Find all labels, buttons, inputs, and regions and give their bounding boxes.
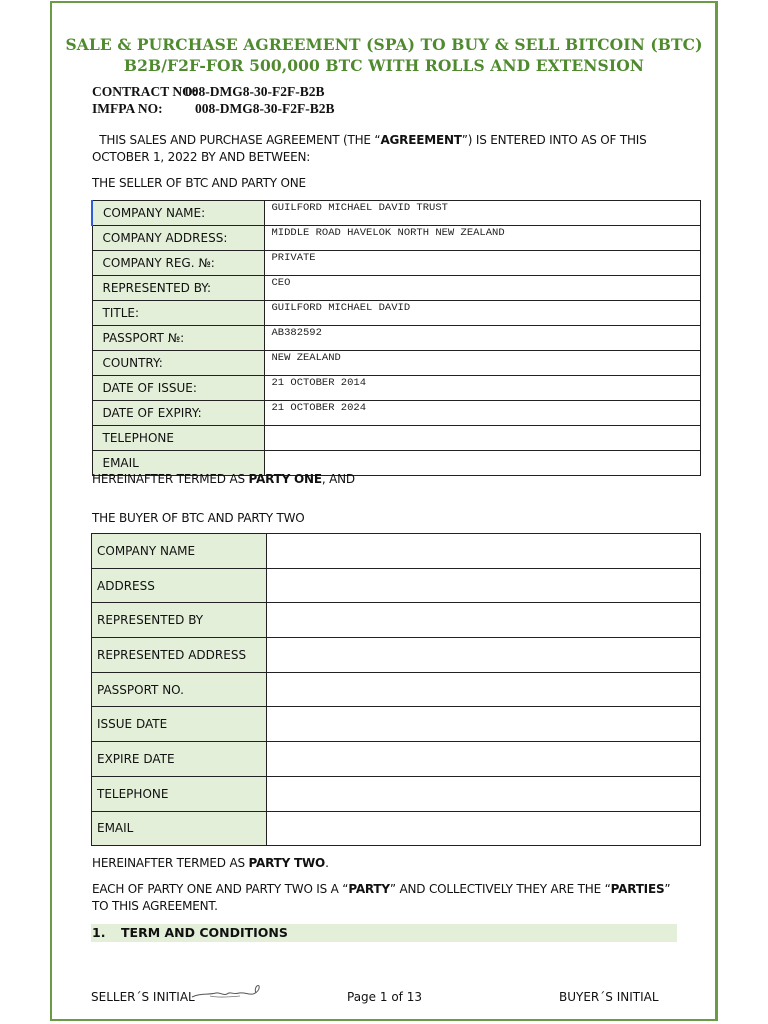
buyer-field-label: EXPIRE DATE <box>92 742 267 777</box>
buyer-field-value <box>267 672 701 707</box>
hereinafter-two-prefix: HEREINAFTER TERMED AS <box>92 856 249 870</box>
buyer-row <box>92 603 701 638</box>
party-one-term: PARTY ONE <box>248 472 322 486</box>
seller-field-label: DATE OF EXPIRY: <box>92 401 264 426</box>
party-two-term: PARTY TWO <box>248 856 326 870</box>
buyer-field-value <box>267 742 701 777</box>
seller-field-label: COMPANY REG. №: <box>92 251 264 276</box>
buyer-field-label: ADDRESS <box>92 568 267 603</box>
intro-agreement-term: AGREEMENT <box>380 133 462 147</box>
buyer-row <box>92 742 701 777</box>
seller-row <box>92 326 701 351</box>
buyer-field-label: REPRESENTED ADDRESS <box>92 638 267 673</box>
seller-row <box>92 276 701 301</box>
buyer-initial-label: BUYER´S INITIAL <box>559 990 659 1004</box>
seller-field-value: 21 OCTOBER 2024 <box>264 401 701 426</box>
imfpa-label: IMFPA NO: <box>92 101 163 116</box>
contract-value: 008-DMG8-30-F2F-B2B <box>185 84 325 99</box>
parties-term: PARTIES <box>610 882 665 896</box>
hereinafter-one-prefix: HEREINAFTER TERMED AS <box>92 472 249 486</box>
buyer-field-label: ISSUE DATE <box>92 707 267 742</box>
seller-row <box>92 226 701 251</box>
parties-text-2: ” AND COLLECTIVELY THEY ARE THE “ <box>389 882 611 896</box>
buyer-field-label: COMPANY NAME <box>92 534 267 569</box>
seller-field-label: TELEPHONE <box>92 426 264 451</box>
buyer-heading: THE BUYER OF BTC AND PARTY TWO <box>92 511 305 525</box>
seller-table <box>91 200 701 476</box>
seller-field-label: REPRESENTED BY: <box>92 276 264 301</box>
buyer-field-value <box>267 638 701 673</box>
seller-signature-image <box>190 983 264 1003</box>
buyer-row <box>92 638 701 673</box>
hereinafter-party-two <box>92 855 329 872</box>
seller-row <box>92 351 701 376</box>
parties-text-3: ” TO THIS AGREEMENT. <box>92 882 671 913</box>
seller-field-label: EMAIL <box>92 451 264 476</box>
contract-number <box>92 84 325 100</box>
intro-text-1: THIS SALES AND PURCHASE AGREEMENT (THE “ <box>99 133 381 147</box>
seller-row <box>92 301 701 326</box>
buyer-row <box>92 776 701 811</box>
seller-field-value: GUILFORD MICHAEL DAVID <box>264 301 701 326</box>
seller-field-label: COMPANY ADDRESS: <box>92 226 264 251</box>
buyer-field-label: TELEPHONE <box>92 776 267 811</box>
intro-paragraph <box>92 132 652 166</box>
hereinafter-two-suffix: . <box>325 856 329 870</box>
seller-field-value: AB382592 <box>264 326 701 351</box>
buyer-row <box>92 672 701 707</box>
seller-field-value <box>264 426 701 451</box>
buyer-row <box>92 707 701 742</box>
seller-field-label: PASSPORT №: <box>92 326 264 351</box>
hereinafter-party-one <box>92 471 355 488</box>
seller-field-label: COUNTRY: <box>92 351 264 376</box>
buyer-field-label: EMAIL <box>92 811 267 846</box>
seller-field-value: CEO <box>264 276 701 301</box>
seller-field-label: DATE OF ISSUE: <box>92 376 264 401</box>
imfpa-value: 008-DMG8-30-F2F-B2B <box>195 101 335 116</box>
seller-row <box>92 201 701 226</box>
buyer-field-value <box>267 534 701 569</box>
seller-field-value: 21 OCTOBER 2014 <box>264 376 701 401</box>
document-title-line-2: B2B/F2F-FOR 500,000 BTC WITH ROLLS AND EXTENSION <box>123 56 645 75</box>
intro-text-2: ”) IS ENTERED INTO AS OF THIS OCTOBER 1, 2022 BY AND BETWEEN: <box>92 133 647 164</box>
seller-heading: THE SELLER OF BTC AND PARTY ONE <box>92 176 306 190</box>
seller-field-value: PRIVATE <box>264 251 701 276</box>
seller-field-label: TITLE: <box>92 301 264 326</box>
parties-text-1: EACH OF PARTY ONE AND PARTY TWO IS A “ <box>92 882 349 896</box>
buyer-field-label: PASSPORT NO. <box>92 672 267 707</box>
seller-field-label: COMPANY NAME: <box>92 201 264 226</box>
parties-definition <box>92 881 682 915</box>
party-term: PARTY <box>348 882 390 896</box>
section-number: 1. <box>92 925 106 940</box>
buyer-field-value <box>267 776 701 811</box>
seller-field-value: MIDDLE ROAD HAVELOK NORTH NEW ZEALAND <box>264 226 701 251</box>
section-heading-terms <box>91 924 677 942</box>
seller-initial-label: SELLER´S INITIAL <box>91 990 195 1004</box>
buyer-field-value <box>267 568 701 603</box>
imfpa-number <box>92 101 335 117</box>
contract-label: CONTRACT NO: <box>92 84 198 99</box>
page-number: Page 1 of 13 <box>347 990 422 1004</box>
seller-row <box>92 401 701 426</box>
seller-field-value: NEW ZEALAND <box>264 351 701 376</box>
document-title-line-1: SALE & PURCHASE AGREEMENT (SPA) TO BUY & SELL BITCOIN (BTC) <box>65 35 703 54</box>
buyer-row <box>92 811 701 846</box>
seller-row <box>92 376 701 401</box>
hereinafter-one-suffix: , AND <box>321 472 355 486</box>
buyer-field-label: REPRESENTED BY <box>92 603 267 638</box>
buyer-field-value <box>267 811 701 846</box>
section-label: TERM AND CONDITIONS <box>121 925 288 940</box>
seller-row <box>92 251 701 276</box>
buyer-field-value <box>267 707 701 742</box>
buyer-row <box>92 568 701 603</box>
seller-field-value: GUILFORD MICHAEL DAVID TRUST <box>264 201 701 226</box>
buyer-table <box>91 533 701 846</box>
seller-row <box>92 426 701 451</box>
buyer-row <box>92 534 701 569</box>
buyer-field-value <box>267 603 701 638</box>
